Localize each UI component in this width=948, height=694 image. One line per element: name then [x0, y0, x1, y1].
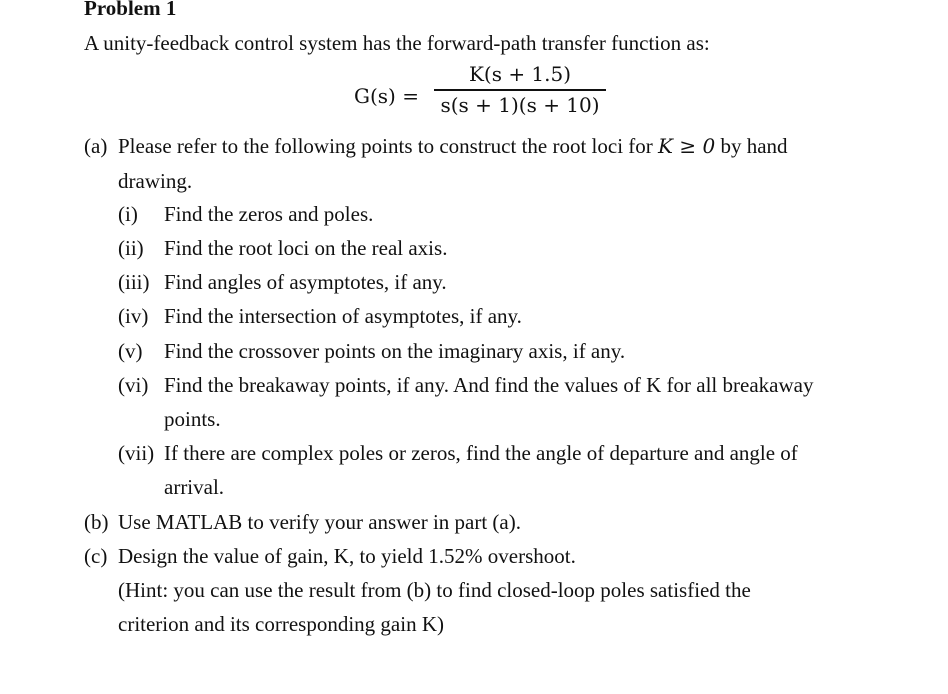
- part-c-hint-line1: (Hint: you can use the result from (b) to find closed-loop poles satisfied the: [118, 578, 751, 602]
- item-text: Find the zeros and poles.: [164, 202, 374, 226]
- part-a-text-before: Please refer to the following points to construct the root loci for: [118, 134, 653, 158]
- item-text: Find the crossover points on the imaginary axis, if any.: [164, 339, 626, 363]
- item-label: (ii): [118, 236, 144, 260]
- part-b-text: Use MATLAB to verify your answer in part (a).: [118, 510, 521, 534]
- part-a-continuation: drawing.: [118, 169, 193, 193]
- part-c-text: Design the value of gain, K, to yield 1.52% overshoot.: [118, 544, 576, 568]
- intro-text: A unity-feedback control system has the forward-path transfer function as:: [84, 31, 710, 55]
- transfer-function-fraction: [430, 62, 610, 117]
- part-a-label: (a): [84, 134, 108, 158]
- part-a-text-after: by hand: [720, 134, 788, 158]
- item-text: Find the root loci on the real axis.: [164, 236, 448, 260]
- problem-title: Problem 1: [84, 0, 177, 20]
- equation-denominator: s(s + 1)(s + 10): [440, 92, 600, 117]
- equation-numerator: K(s + 1.5): [468, 62, 572, 86]
- item-continuation: arrival.: [164, 475, 225, 499]
- item-label: (i): [118, 202, 138, 226]
- equation-lhs: G(s) =: [354, 84, 419, 108]
- part-c-label: (c): [84, 544, 108, 568]
- item-label: (iv): [118, 304, 149, 328]
- item-label: (iii): [118, 270, 150, 294]
- part-c-hint-line2: criterion and its corresponding gain K): [118, 612, 444, 636]
- item-label: (v): [118, 339, 143, 363]
- item-label: (vii): [118, 441, 155, 465]
- part-a-text: [118, 134, 788, 158]
- item-text: Find angles of asymptotes, if any.: [164, 270, 447, 294]
- item-text: Find the breakaway points, if any. And find the values of K for all breakaway: [164, 373, 814, 397]
- item-label: (vi): [118, 373, 149, 397]
- item-text: If there are complex poles or zeros, find the angle of departure and angle of: [164, 441, 798, 465]
- fraction-bar: [434, 89, 606, 91]
- item-continuation: points.: [164, 407, 221, 431]
- part-b-label: (b): [84, 510, 109, 534]
- item-text: Find the intersection of asymptotes, if any.: [164, 304, 522, 328]
- part-a-condition: K ≥ 0: [658, 134, 716, 158]
